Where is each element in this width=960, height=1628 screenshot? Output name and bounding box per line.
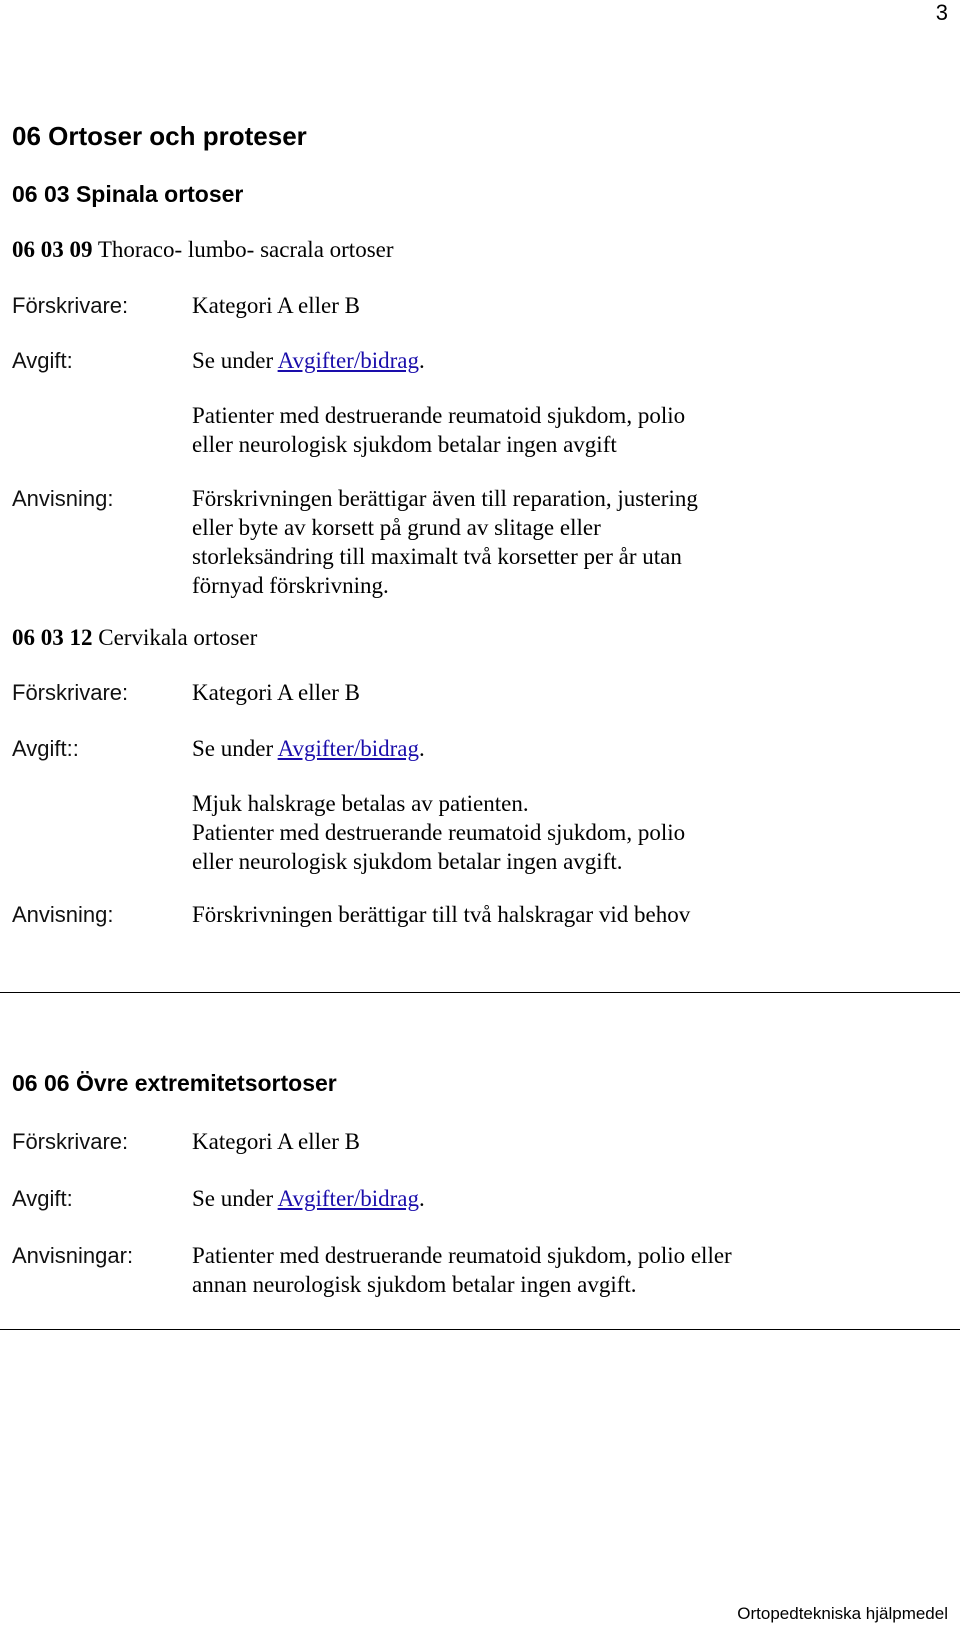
section-title-spinal: 06 03 Spinala ortoser — [12, 181, 244, 207]
fee-prefix: Se under — [192, 736, 274, 761]
guidance-text — [192, 900, 690, 929]
guidance-line: Förskrivningen berättigar till två halskragar vid behov — [192, 902, 691, 927]
page-number: 3 — [935, 0, 948, 25]
guidance-label: Anvisningar: — [12, 1243, 134, 1268]
divider — [0, 992, 960, 993]
footer-text: Ortopedtekniska hjälpmedel — [737, 1604, 948, 1623]
subsection-name: Thoraco- lumbo- sacrala ortoser — [97, 237, 394, 262]
prescriber-label: Förskrivare: — [12, 1129, 129, 1154]
guidance-text — [192, 1241, 732, 1299]
prescriber-label: Förskrivare: — [12, 293, 129, 318]
subsection-code: 06 03 12 — [12, 625, 93, 650]
section-title-upper-extremity: 06 06 Övre extremitetsortoser — [12, 1070, 337, 1096]
guidance-line: annan neurologisk sjukdom betalar ingen avgift. — [192, 1272, 637, 1297]
prescriber-value: Kategori A eller B — [192, 293, 360, 318]
fee-suffix: . — [418, 736, 425, 761]
guidance-line: storleksändring till maximalt två korsetter per år utan — [192, 544, 682, 569]
divider — [0, 1329, 960, 1330]
subsection-code: 06 03 09 — [12, 237, 93, 262]
guidance-line: förnyad förskrivning. — [192, 573, 389, 598]
guidance-line: Patienter med destruerande reumatoid sjukdom, polio eller — [192, 1243, 732, 1268]
page-title: 06 Ortoser och proteser — [12, 121, 307, 151]
fee-note — [192, 401, 685, 459]
fee-prefix: Se under — [192, 1186, 274, 1211]
fee-note-line: Mjuk halskrage betalas av patienten. — [192, 791, 529, 816]
fee-label: Avgift: — [12, 348, 73, 373]
prescriber-label: Förskrivare: — [12, 680, 129, 705]
fee-note — [192, 789, 685, 876]
fee-note-line: Patienter med destruerande reumatoid sjukdom, polio — [192, 820, 686, 845]
subsection-title-tls — [12, 235, 394, 264]
fee-suffix: . — [418, 348, 425, 373]
subsection-title-cervical — [12, 623, 257, 652]
fee-suffix: . — [418, 1186, 425, 1211]
fees-link[interactable]: Avgifter/bidrag — [277, 1186, 419, 1211]
fee-note-line: eller neurologisk sjukdom betalar ingen avgift — [192, 432, 617, 457]
fees-link[interactable]: Avgifter/bidrag — [277, 348, 419, 373]
fee-label: Avgift: — [12, 1186, 73, 1211]
prescriber-value: Kategori A eller B — [192, 1129, 360, 1154]
guidance-text — [192, 484, 698, 600]
fees-link[interactable]: Avgifter/bidrag — [277, 736, 419, 761]
fee-value — [192, 734, 425, 763]
guidance-line: eller byte av korsett på grund av slitage eller — [192, 515, 601, 540]
fee-value — [192, 1184, 425, 1213]
fee-note-line: Patienter med destruerande reumatoid sjukdom, polio — [192, 403, 686, 428]
fee-prefix: Se under — [192, 348, 274, 373]
fee-note-line: eller neurologisk sjukdom betalar ingen avgift. — [192, 849, 623, 874]
fee-value — [192, 346, 425, 375]
guidance-line: Förskrivningen berättigar även till reparation, justering — [192, 486, 698, 511]
guidance-label: Anvisning: — [12, 486, 114, 511]
subsection-name: Cervikala ortoser — [98, 625, 258, 650]
fee-label: Avgift:: — [12, 736, 79, 761]
guidance-label: Anvisning: — [12, 902, 114, 927]
prescriber-value: Kategori A eller B — [192, 680, 360, 705]
